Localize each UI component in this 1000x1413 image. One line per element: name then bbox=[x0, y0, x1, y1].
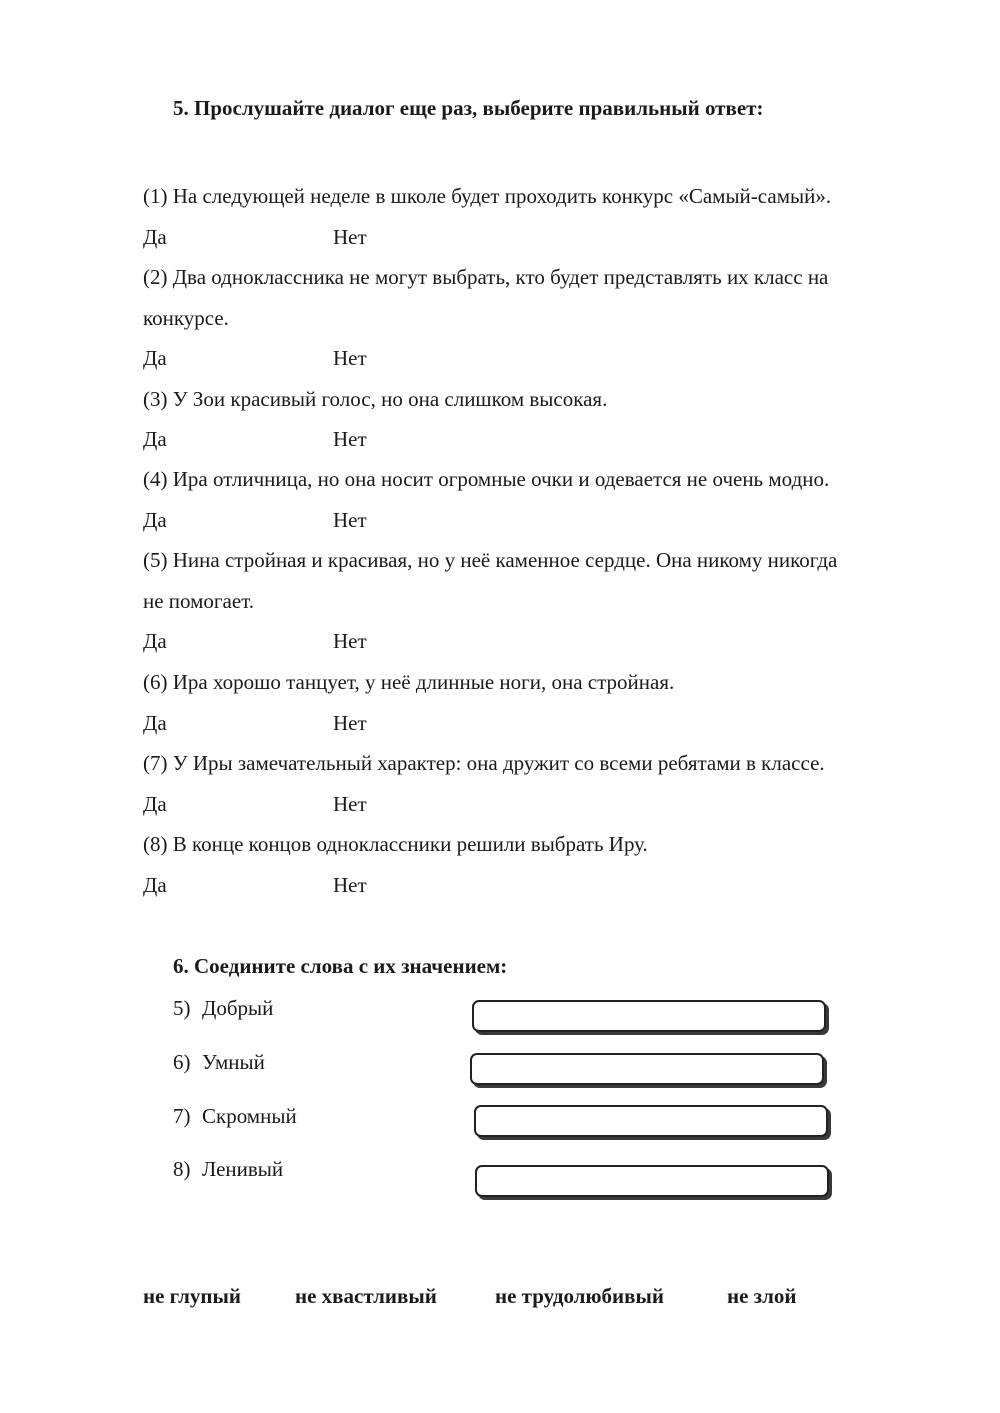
drop-box-4[interactable] bbox=[475, 1165, 829, 1197]
q7-yes-option[interactable]: Да bbox=[143, 792, 167, 816]
q1-yes-option[interactable]: Да bbox=[143, 225, 167, 249]
question-1-line-1: (1) На следующей неделе в школе будет проходить конкурс «Самый-самый». bbox=[143, 184, 832, 208]
section5-title: 5. Прослушайте диалог еще раз, выберите правильный ответ: bbox=[173, 96, 764, 120]
question-8-line-1: (8) В конце концов одноклассники решили выбрать Иру. bbox=[143, 832, 648, 856]
drop-box-3[interactable] bbox=[474, 1105, 828, 1137]
section6-title: 6. Соедините слова с их значением: bbox=[173, 954, 508, 978]
match-word-1-number: 5) bbox=[173, 996, 191, 1020]
q3-no-option[interactable]: Нет bbox=[333, 427, 367, 451]
q5-yes-option[interactable]: Да bbox=[143, 629, 167, 653]
match-word-4-text: Ленивый bbox=[202, 1157, 284, 1181]
option-ne-khvastlivyy[interactable]: не хвастливый bbox=[295, 1284, 437, 1308]
q2-yes-option[interactable]: Да bbox=[143, 346, 167, 370]
q3-yes-option[interactable]: Да bbox=[143, 427, 167, 451]
match-word-4-number: 8) bbox=[173, 1157, 191, 1181]
option-ne-zloy[interactable]: не злой bbox=[727, 1284, 797, 1308]
q4-yes-option[interactable]: Да bbox=[143, 508, 167, 532]
question-2-line-2: конкурсе. bbox=[143, 306, 229, 330]
question-7-line-1: (7) У Иры замечательный характер: она дружит со всеми ребятами в классе. bbox=[143, 751, 825, 775]
q6-yes-option[interactable]: Да bbox=[143, 711, 167, 735]
q5-no-option[interactable]: Нет bbox=[333, 629, 367, 653]
question-2-line-1: (2) Два одноклассника не могут выбрать, кто будет представлять их класс на bbox=[143, 265, 829, 289]
option-ne-trudolyubivyy[interactable]: не трудолюбивый bbox=[495, 1284, 664, 1308]
drop-box-2[interactable] bbox=[470, 1053, 824, 1085]
option-ne-glupyy[interactable]: не глупый bbox=[143, 1284, 242, 1308]
question-4-line-1: (4) Ира отличница, но она носит огромные очки и одевается не очень модно. bbox=[143, 467, 830, 491]
q8-no-option[interactable]: Нет bbox=[333, 873, 367, 897]
q8-yes-option[interactable]: Да bbox=[143, 873, 167, 897]
q4-no-option[interactable]: Нет bbox=[333, 508, 367, 532]
q6-no-option[interactable]: Нет bbox=[333, 711, 367, 735]
q1-no-option[interactable]: Нет bbox=[333, 225, 367, 249]
question-6-line-1: (6) Ира хорошо танцует, у неё длинные ноги, она стройная. bbox=[143, 670, 675, 694]
drop-box-1[interactable] bbox=[472, 1000, 826, 1032]
match-word-4 bbox=[173, 1157, 283, 1182]
match-word-2 bbox=[173, 1050, 265, 1075]
question-3-line-1: (3) У Зои красивый голос, но она слишком высокая. bbox=[143, 387, 608, 411]
match-word-3-number: 7) bbox=[173, 1104, 191, 1128]
question-5-line-1: (5) Нина стройная и красивая, но у неё каменное сердце. Она никому никогда bbox=[143, 548, 838, 572]
match-word-2-text: Умный bbox=[202, 1050, 265, 1074]
match-word-3-text: Скромный bbox=[202, 1104, 297, 1128]
q7-no-option[interactable]: Нет bbox=[333, 792, 367, 816]
match-word-2-number: 6) bbox=[173, 1050, 191, 1074]
match-word-3 bbox=[173, 1104, 297, 1129]
q2-no-option[interactable]: Нет bbox=[333, 346, 367, 370]
match-word-1 bbox=[173, 996, 273, 1021]
question-5-line-2: не помогает. bbox=[143, 589, 255, 613]
match-word-1-text: Добрый bbox=[202, 996, 274, 1020]
